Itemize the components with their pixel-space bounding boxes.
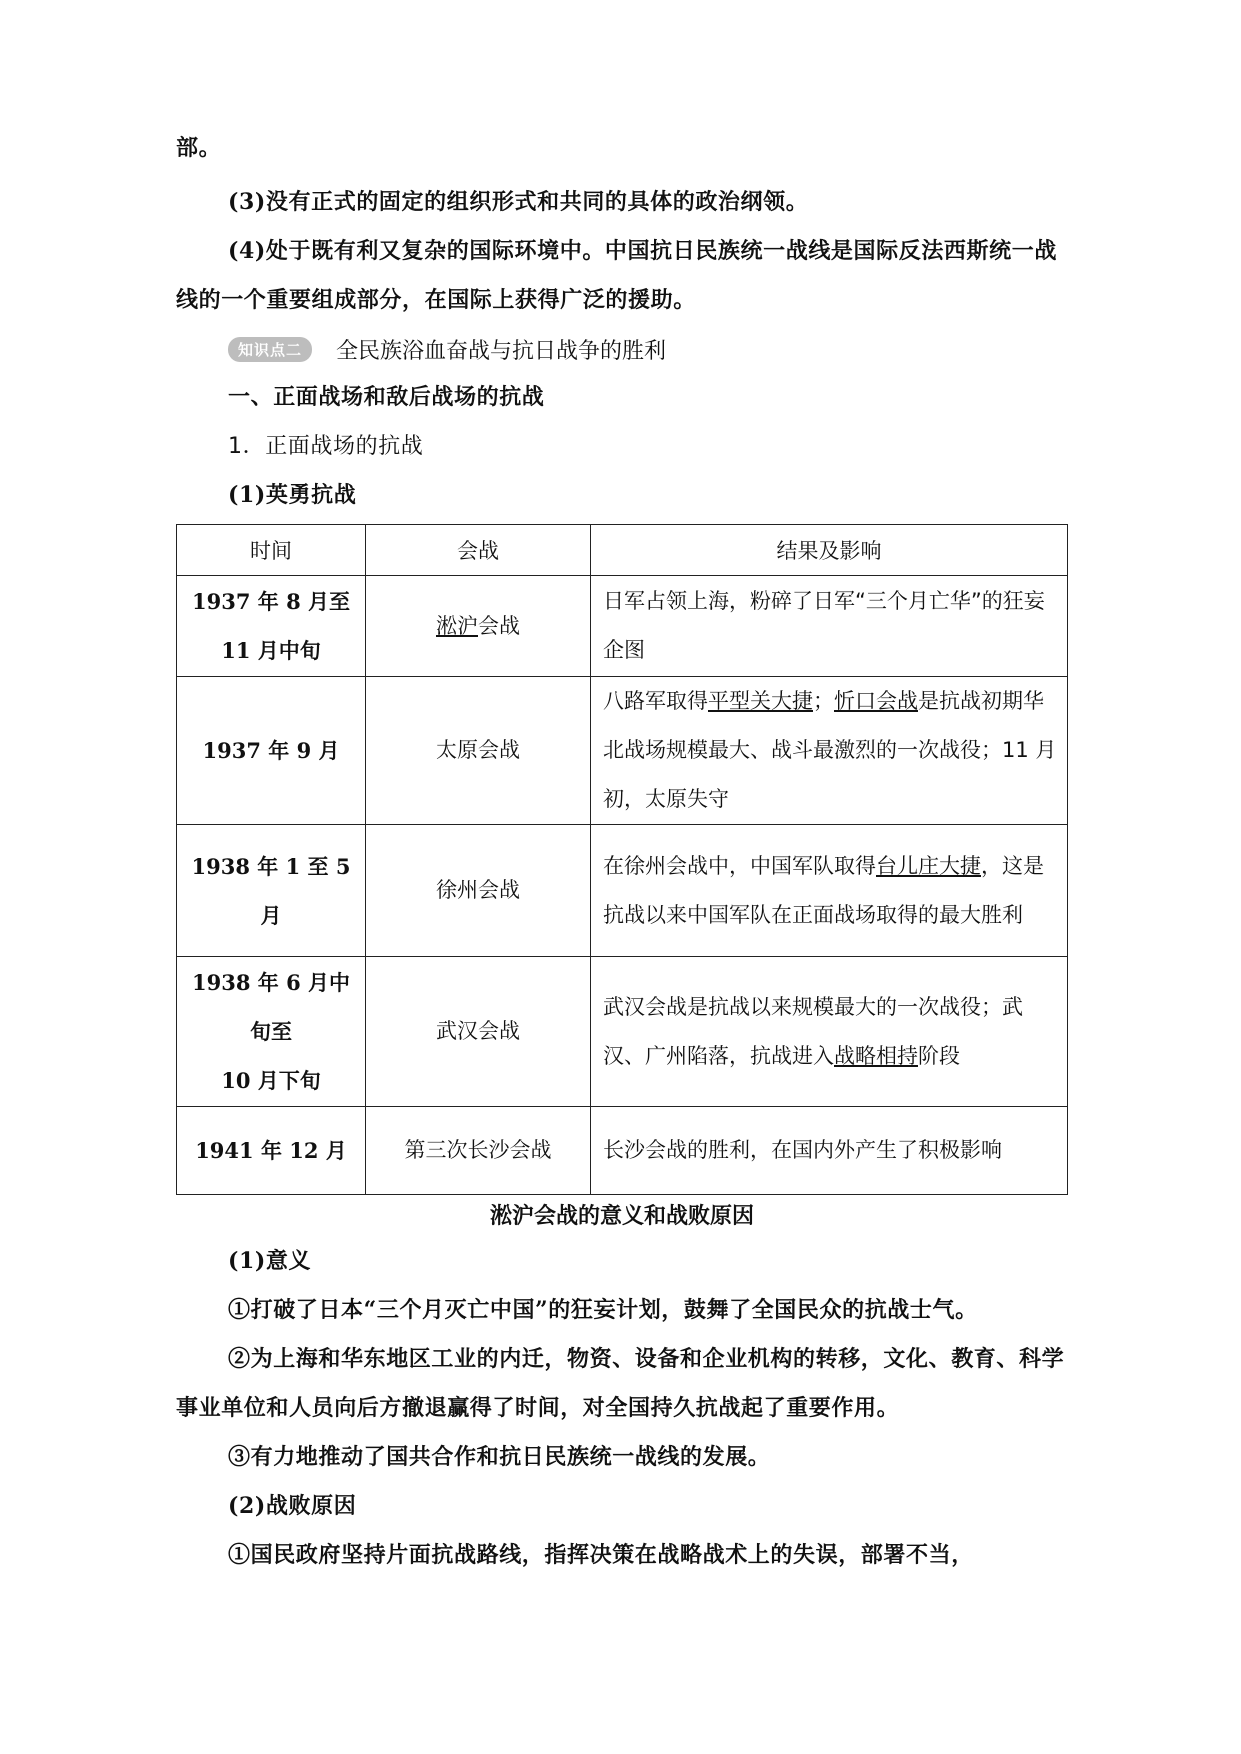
table-caption: 淞沪会战的意义和战败原因 <box>489 1204 754 1229</box>
header-result: 结果及影响 <box>591 525 1068 576</box>
time-cell: 1938 年 6 月中 旬至 10 月下旬 <box>177 957 366 1107</box>
meaning-heading: (1)意义 <box>228 1248 312 1274</box>
header-battle: 会战 <box>366 525 591 576</box>
result-cell: 在徐州会战中，中国军队取得台儿庄大捷，这是抗战以来中国军队在正面战场取得的最大胜利 <box>591 825 1068 957</box>
defeat-heading: (2)战败原因 <box>228 1493 357 1519</box>
battle-cell: 武汉会战 <box>366 957 591 1107</box>
table-row <box>177 677 1068 825</box>
table-row <box>177 576 1068 677</box>
table-header-row <box>177 525 1068 576</box>
result-cell: 武汉会战是抗战以来规模最大的一次战役；武汉、广州陷落，抗战进入战略相持阶段 <box>591 957 1068 1107</box>
paragraph-point-3: (3)没有正式的固定的组织形式和共同的具体的政治纲领。 <box>228 189 809 215</box>
battle-cell: 淞沪会战 <box>366 576 591 677</box>
defeat-point-1: ①国民政府坚持片面抗战路线，指挥决策在战略战术上的失误，部署不当， <box>228 1542 974 1568</box>
paragraph-point-4: (4)处于既有利又复杂的国际环境中。中国抗日民族统一战线是国际反法西斯统一战线的一个重要组成部分，在国际上获得广泛的援助。 <box>176 238 1057 313</box>
table-row <box>177 1107 1068 1195</box>
time-cell: 1938 年 1 至 5 月 <box>177 825 366 957</box>
battles-table <box>176 524 1068 1195</box>
result-cell: 八路军取得平型关大捷；忻口会战是抗战初期华北战场规模最大、战斗最激烈的一次战役；11 月初，太原失守 <box>591 677 1068 825</box>
knowledge-point-title: 全民族浴血奋战与抗日战争的胜利 <box>336 338 667 364</box>
table-row <box>177 825 1068 957</box>
paragraph-continuation: 部。 <box>176 135 222 161</box>
meaning-point-1: ①打破了日本“三个月灭亡中国”的狂妄计划，鼓舞了全国民众的抗战士气。 <box>228 1297 978 1323</box>
meaning-point-3: ③有力地推动了国共合作和抗日民族统一战线的发展。 <box>228 1444 771 1470</box>
section-heading: 一、正面战场和敌后战场的抗战 <box>228 385 545 410</box>
knowledge-point-badge: 知识点二 <box>228 337 312 362</box>
sub-sub-heading: (1)英勇抗战 <box>228 482 357 508</box>
result-cell: 长沙会战的胜利，在国内外产生了积极影响 <box>591 1107 1068 1195</box>
result-cell: 日军占领上海，粉碎了日军“三个月亡华”的狂妄企图 <box>591 576 1068 677</box>
sub-heading: 1．正面战场的抗战 <box>228 434 424 459</box>
time-cell: 1941 年 12 月 <box>177 1107 366 1195</box>
time-cell: 1937 年 8 月至 11 月中旬 <box>177 576 366 677</box>
header-time: 时间 <box>177 525 366 576</box>
knowledge-point-header <box>176 325 1068 373</box>
table-row <box>177 957 1068 1107</box>
time-cell: 1937 年 9 月 <box>177 677 366 825</box>
battle-cell: 第三次长沙会战 <box>366 1107 591 1195</box>
battle-cell: 徐州会战 <box>366 825 591 957</box>
meaning-point-2: ②为上海和华东地区工业的内迁，物资、设备和企业机构的转移，文化、教育、科学事业单位和人员向后方撤退赢得了时间，对全国持久抗战起了重要作用。 <box>176 1346 1065 1421</box>
document-page <box>176 118 1068 1580</box>
battle-cell: 太原会战 <box>366 677 591 825</box>
